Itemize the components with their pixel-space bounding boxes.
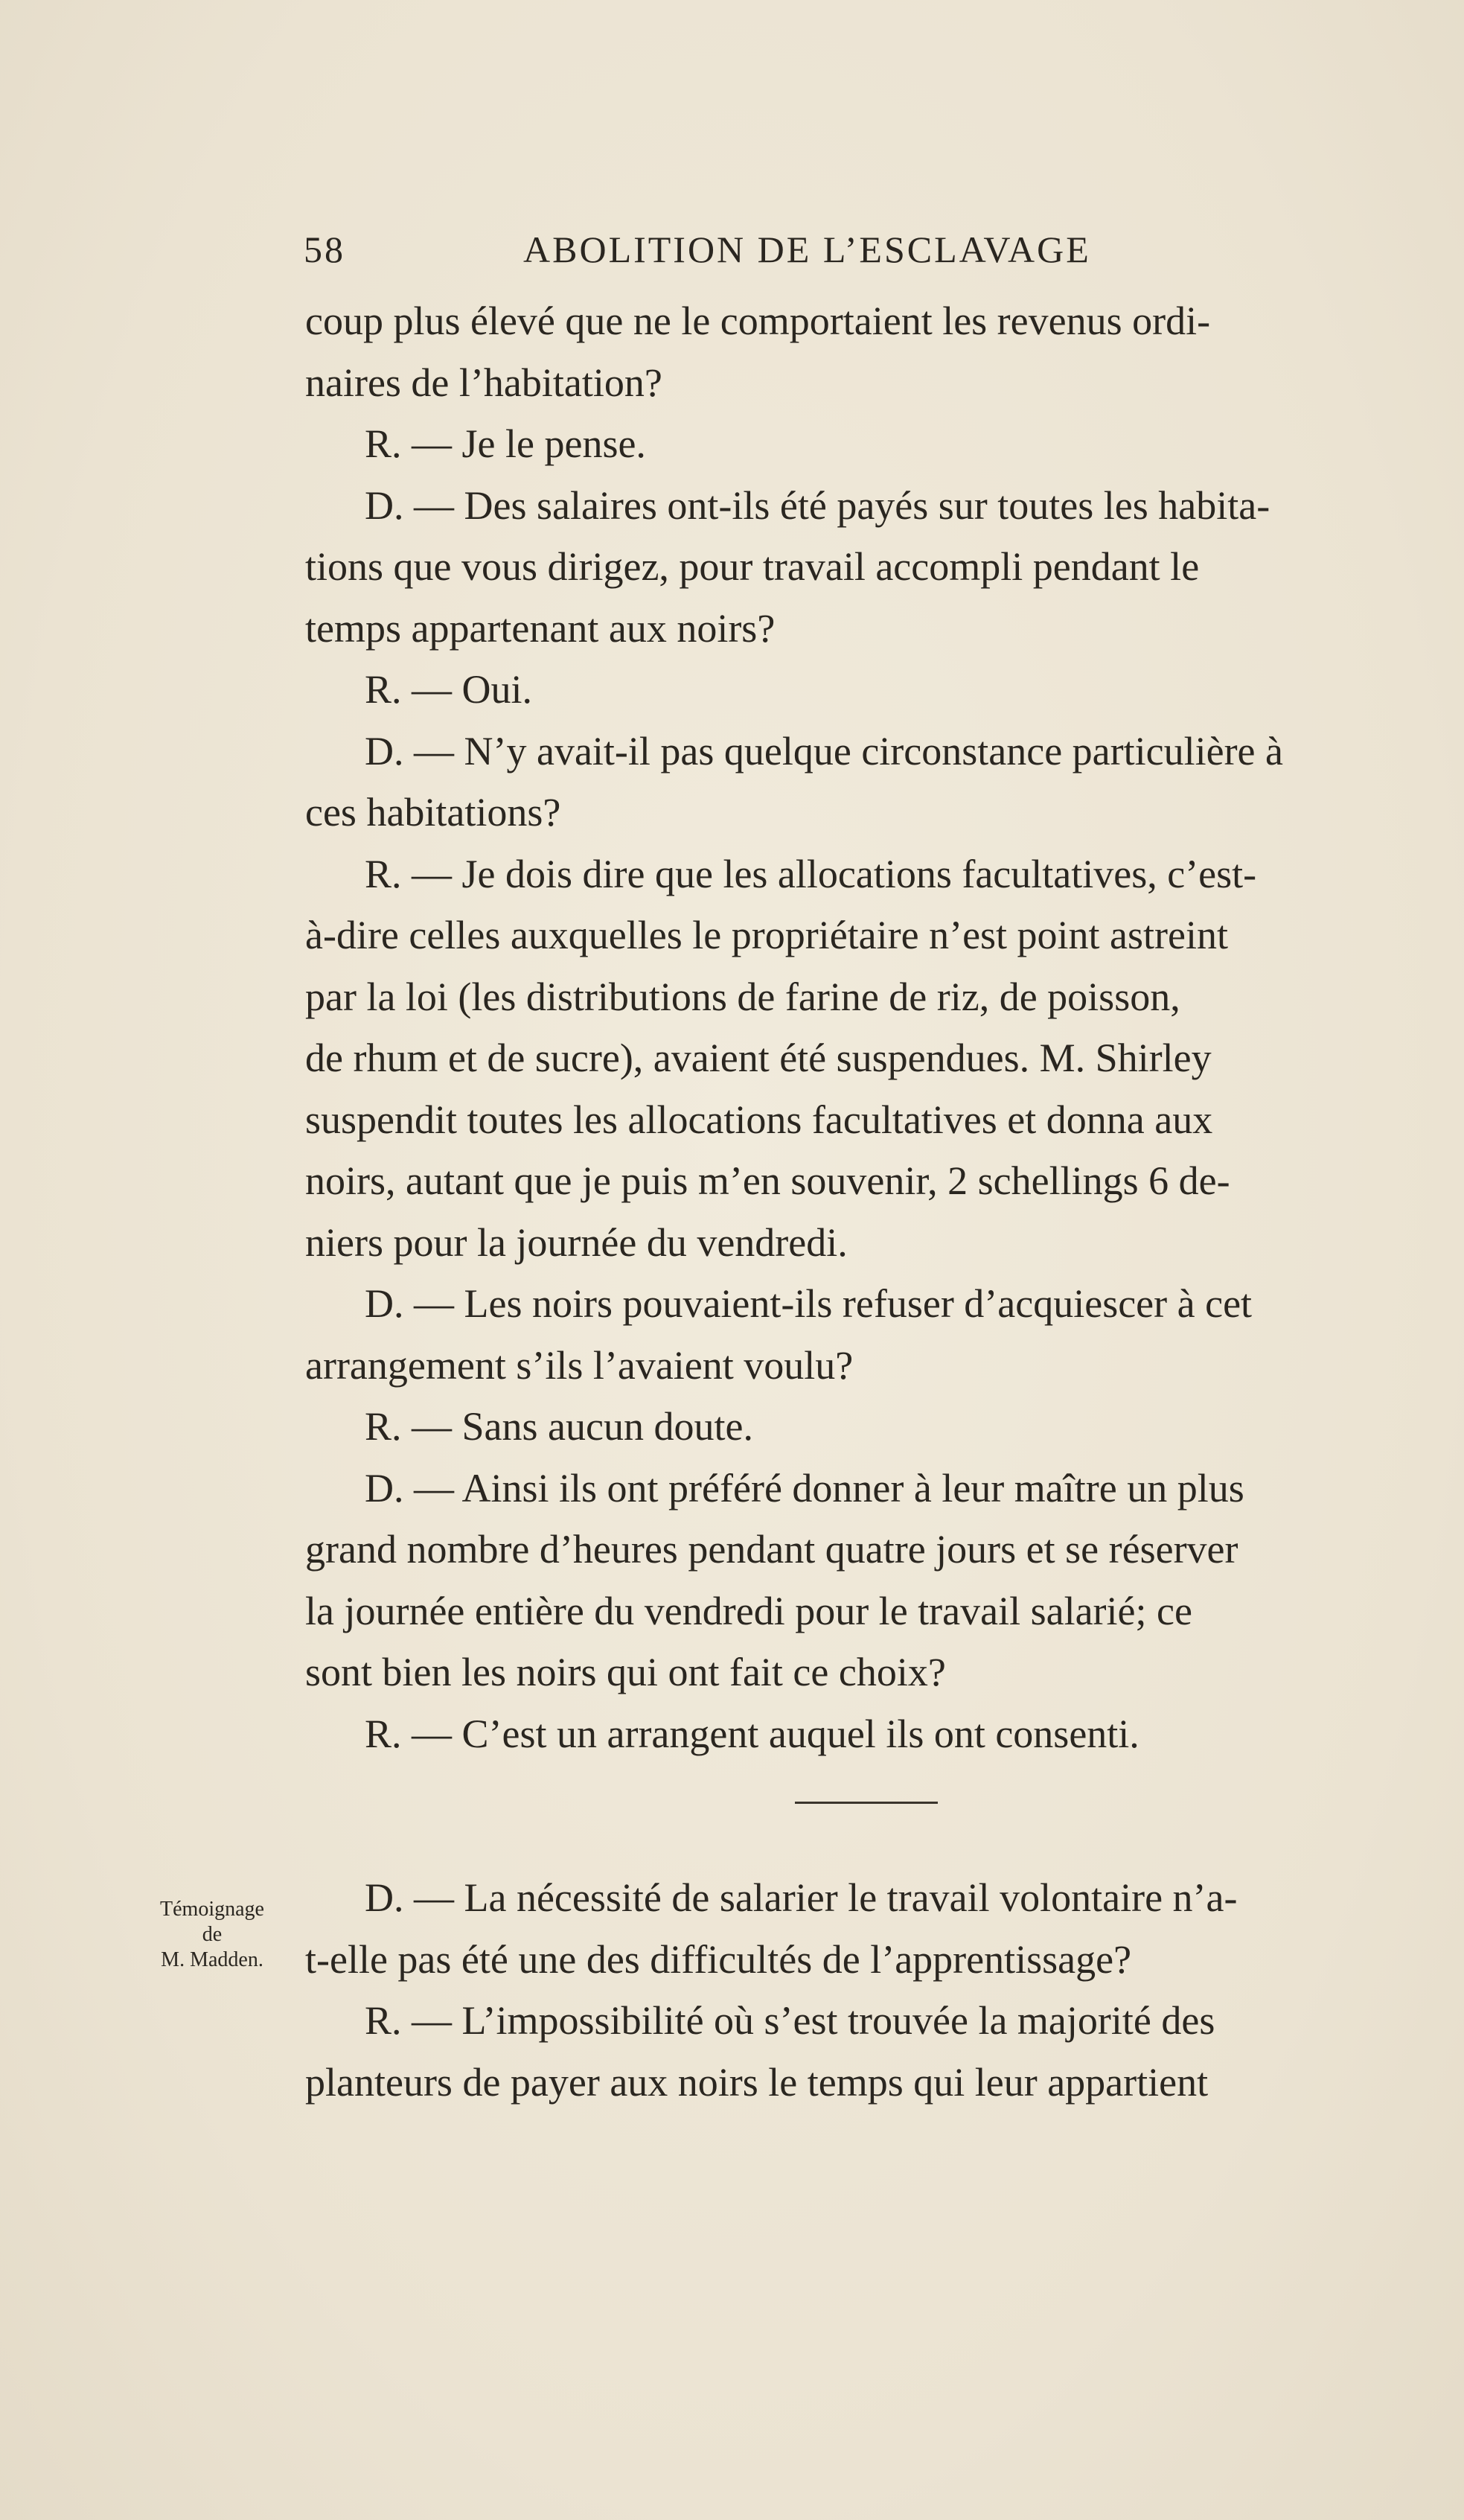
text-line: temps appartenant aux noirs? <box>305 605 776 651</box>
running-title: ABOLITION DE L’ESCLAVAGE <box>523 229 1091 270</box>
margin-note-line: de <box>202 1923 223 1946</box>
text-line: de rhum et de sucre), avaient été suspendues. M. Shirley <box>305 1036 1212 1080</box>
text-line: grand nombre d’heures pendant quatre jours et se réserver <box>305 1527 1238 1572</box>
text-line: niers pour la journée du vendredi. <box>305 1219 848 1265</box>
text-line: naires de l’habitation? <box>305 360 662 405</box>
text-line: D. — Des salaires ont-ils été payés sur toutes les habita- <box>365 482 1270 528</box>
paragraph <box>305 290 1422 1764</box>
text-line: coup plus élevé que ne le comportaient les revenus ordi- <box>305 299 1211 343</box>
text-line: R. — L’impossibilité où s’est trouvée la majorité des <box>365 1998 1215 2043</box>
section-divider <box>795 1802 938 1804</box>
body-text-section-2 <box>305 1867 1422 2113</box>
text-line: arrangement s’ils l’avaient voulu? <box>305 1342 854 1388</box>
text-line: R. — Je dois dire que les allocations facultatives, c’est- <box>365 851 1257 896</box>
text-line: la journée entière du vendredi pour le travail salarié; ce <box>305 1588 1192 1633</box>
margin-note <box>134 1897 290 1973</box>
text-line: D. — N’y avait-il pas quelque circonstance particulière à <box>365 728 1283 773</box>
text-line: ces habitations? <box>305 790 561 835</box>
text-line: sont bien les noirs qui ont fait ce choix? <box>305 1650 946 1694</box>
paragraph <box>305 1867 1422 2113</box>
text-line: D. — La nécessité de salarier le travail volontaire n’a- <box>365 1875 1238 1920</box>
margin-note-line: Témoignage <box>160 1898 264 1921</box>
text-line: D. — Les noirs pouvaient-ils refuser d’acquiescer à cet <box>365 1281 1253 1326</box>
text-line: R. — Sans aucun doute. <box>365 1404 753 1449</box>
margin-note-line: M. Madden. <box>161 1948 263 1971</box>
text-line: par la loi (les distributions de farine de riz, de poisson, <box>305 974 1180 1019</box>
text-line: t-elle pas été une des difficultés de l’apprentissage? <box>305 1936 1132 1982</box>
body-text <box>305 290 1422 1764</box>
text-line: suspendit toutes les allocations facultatives et donna aux <box>305 1097 1213 1142</box>
running-header <box>304 223 1197 275</box>
text-line: R. — C’est un arrangent auquel ils ont consenti. <box>365 1711 1139 1756</box>
text-line: tions que vous dirigez, pour travail accompli pendant le <box>305 544 1200 589</box>
text-line: à-dire celles auxquelles le propriétaire n’est point astreint <box>305 913 1228 957</box>
text-line: R. — Je le pense. <box>365 421 646 466</box>
text-line: D. — Ainsi ils ont préféré donner à leur maître un plus <box>365 1465 1244 1511</box>
text-line: R. — Oui. <box>365 667 533 712</box>
text-line: planteurs de payer aux noirs le temps qui leur appartient <box>305 2059 1209 2105</box>
text-line: noirs, autant que je puis m’en souvenir, 2 schellings 6 de- <box>305 1158 1230 1203</box>
page-number: 58 <box>304 229 345 270</box>
